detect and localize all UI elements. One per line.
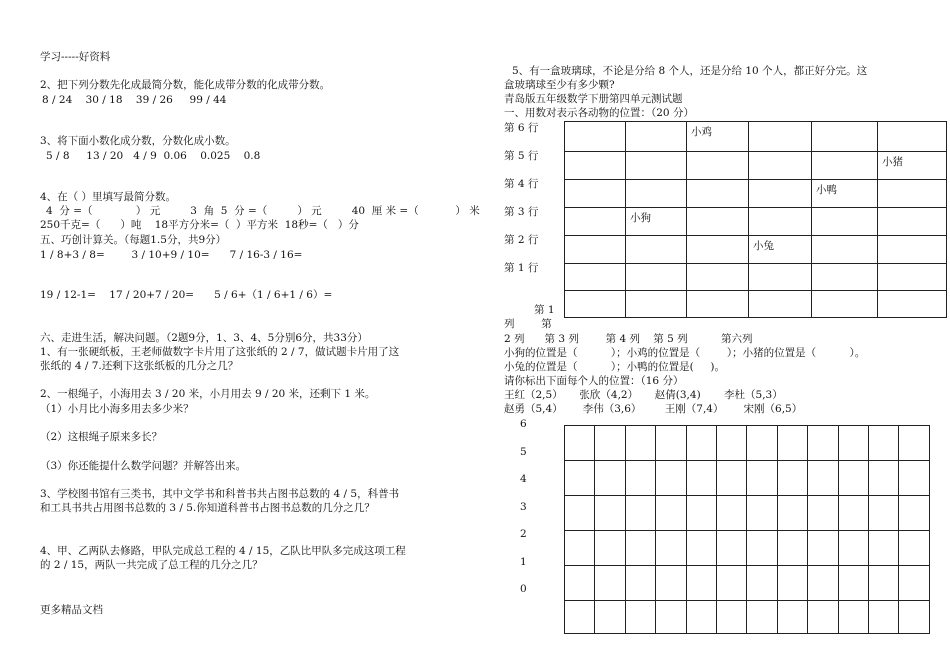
coordinate-grid-cell[interactable] — [869, 566, 899, 601]
page-footer: 更多精品文档 — [40, 604, 103, 616]
q6-p2-1: （1）小月比小海多用去多少米？ — [40, 403, 194, 415]
coordinate-grid-row — [565, 566, 930, 601]
animal-grid-cell — [878, 291, 947, 318]
coordinate-grid-cell[interactable] — [686, 426, 716, 461]
animal-grid-cell — [812, 208, 878, 236]
animal-grid-cell — [878, 208, 947, 236]
coordinate-grid-cell[interactable] — [565, 566, 595, 601]
coordinate-grid-cell[interactable] — [747, 601, 777, 634]
coordinate-grid-cell[interactable] — [838, 426, 868, 461]
col-label-a: 第 1 — [534, 304, 555, 316]
coordinate-grid-cell[interactable] — [869, 601, 899, 634]
coordinate-grid-cell[interactable] — [747, 566, 777, 601]
q6-p3b: 和工具书共占用图书总数的 3 / 5.你知道科普书占图书总数的几分之几？ — [40, 502, 375, 514]
coordinate-grid-cell[interactable] — [899, 426, 930, 461]
blank-line-1: 小狗的位置是（ ）；小鸡的位置是（ ）；小猪的位置是（ ）。 — [504, 347, 866, 359]
coordinate-grid-cell[interactable] — [899, 566, 930, 601]
coordinate-grid-cell[interactable] — [595, 601, 625, 634]
animal-grid-cell — [687, 152, 749, 180]
row-label-3: 第 3 行 — [504, 206, 539, 218]
section-2-title: 请你标出下面每个人的位置：（16 分） — [504, 375, 684, 387]
animal-grid-cell — [749, 122, 812, 152]
q5-line1: 1 / 8+3 / 8= 3 / 10+9 / 10= 7 / 16-3 / 16= — [40, 249, 303, 261]
coordinate-grid-cell[interactable] — [838, 496, 868, 531]
axis-label-6: 6 — [520, 418, 527, 430]
coordinate-grid-cell[interactable] — [595, 461, 625, 496]
coordinate-grid-cell[interactable] — [686, 531, 716, 566]
animal-grid-cell — [687, 122, 749, 152]
animal-grid-cell — [565, 208, 626, 236]
coordinate-grid-cell[interactable] — [717, 601, 747, 634]
animal-grid-row — [565, 208, 947, 236]
q6-p1b: 张纸的 4 / 7.还剩下这张纸板的几分之几？ — [40, 360, 239, 372]
q6-title: 六、走进生活，解决问题。（2题9分，1、3、4、5分别6分，共33分） — [40, 332, 368, 344]
q5-right-b: 盒玻璃球至少有多少颗? — [504, 79, 615, 91]
coordinate-grid-cell[interactable] — [899, 601, 930, 634]
axis-label-4: 4 — [520, 473, 527, 485]
q6-p2: 2、一根绳子，小海用去 3 / 20 米，小月用去 9 / 20 米，还剩下 1 米。 — [40, 388, 376, 400]
animal-grid-cell — [565, 291, 626, 318]
coordinate-grid-cell[interactable] — [625, 461, 655, 496]
q6-p1a: 1、有一张硬纸板，王老师做数字卡片用了这张纸的 2 / 7，做试题卡片用了这 — [40, 346, 400, 358]
row-label-2: 第 2 行 — [504, 234, 539, 246]
animal-grid-cell — [626, 180, 687, 208]
coordinate-grid-cell[interactable] — [869, 496, 899, 531]
coordinate-grid-cell[interactable] — [625, 601, 655, 634]
animal-grid-cell — [687, 208, 749, 236]
coordinate-grid-cell[interactable] — [777, 426, 807, 461]
animal-grid-cell — [749, 208, 812, 236]
axis-label-1: 1 — [520, 556, 527, 568]
coordinate-grid-cell[interactable] — [869, 531, 899, 566]
coordinate-grid-cell[interactable] — [717, 531, 747, 566]
axis-label-0: 0 — [520, 583, 527, 595]
coordinate-grid-cell[interactable] — [838, 531, 868, 566]
q4-line1: 4 分 =（ ） 元 3 角 5 分 =（ ） 元 40 厘 米 =（ ） 米 — [46, 205, 480, 217]
coordinate-grid-row — [565, 461, 930, 496]
coordinate-grid-cell[interactable] — [625, 426, 655, 461]
animal-grid-cell — [812, 180, 878, 208]
animal-grid-cell — [749, 152, 812, 180]
animal-label: 小猪 — [882, 156, 903, 168]
coordinate-grid-cell[interactable] — [625, 566, 655, 601]
animal-grid-cell — [565, 152, 626, 180]
coordinate-grid-cell[interactable] — [565, 601, 595, 634]
col-label-b: 列 第 — [504, 318, 552, 330]
animal-grid-cell — [687, 180, 749, 208]
animal-label: 小兔 — [753, 240, 774, 252]
q5-title: 五、巧创计算关。（每题1.5分，共9分） — [40, 234, 227, 246]
q5-right-a: 5、有一盒玻璃球，不论是分给 8 个人，还是分给 10 个人，都正好分完。这 — [512, 65, 868, 77]
coordinate-grid-row — [565, 531, 930, 566]
axis-label-5: 5 — [520, 446, 527, 458]
animal-grid-cell — [878, 236, 947, 264]
animal-grid-cell — [687, 236, 749, 264]
col-label-c: 2 列 第 3 列 第 4 列 第 5 列 第六列 — [504, 333, 753, 345]
coordinate-grid-cell[interactable] — [565, 531, 595, 566]
coordinate-grid-cell[interactable] — [808, 496, 838, 531]
coordinate-grid-cell[interactable] — [838, 566, 868, 601]
q6-p4a: 4、甲、乙两队去修路，甲队完成总工程的 4 / 15，乙队比甲队多完成这项工程 — [40, 545, 406, 557]
coordinate-grid-cell[interactable] — [777, 566, 807, 601]
coordinate-grid-cell[interactable] — [595, 531, 625, 566]
axis-label-2: 2 — [520, 528, 527, 540]
q2-items: 8 / 24 30 / 18 39 / 26 99 / 44 — [42, 94, 227, 106]
animal-grid-cell — [687, 291, 749, 318]
animal-grid-cell — [626, 264, 687, 291]
animal-grid-cell — [565, 180, 626, 208]
animal-grid-cell — [812, 122, 878, 152]
coordinate-grid-cell[interactable] — [686, 566, 716, 601]
coordinate-grid-cell[interactable] — [717, 566, 747, 601]
q6-p3a: 3、学校图书馆有三类书，其中文学书和科普书共占图书总数的 4 / 5，科普书 — [40, 488, 400, 500]
coordinate-grid-cell[interactable] — [838, 601, 868, 634]
coordinate-grid-cell[interactable] — [777, 461, 807, 496]
q6-p2-3: （3）你还能提什么数学问题？并解答出来。 — [40, 460, 247, 472]
coordinate-grid-cell[interactable] — [899, 496, 930, 531]
coordinate-grid-cell[interactable] — [838, 461, 868, 496]
q6-p4b: 的 2 / 15，两队一共完成了总工程的几分之几？ — [40, 559, 263, 571]
animal-grid-row — [565, 291, 947, 318]
coordinate-grid-cell[interactable] — [565, 461, 595, 496]
animal-grid-cell — [565, 236, 626, 264]
coordinate-grid-cell[interactable] — [869, 461, 899, 496]
animal-label: 小鸭 — [816, 184, 837, 196]
coordinate-grid-cell[interactable] — [808, 426, 838, 461]
coordinate-grid-cell[interactable] — [717, 496, 747, 531]
row-label-6: 第 6 行 — [504, 122, 539, 134]
coordinate-grid-cell[interactable] — [808, 601, 838, 634]
animal-grid-cell — [878, 122, 947, 152]
coordinate-grid-cell[interactable] — [777, 496, 807, 531]
coordinate-grid-cell[interactable] — [777, 531, 807, 566]
q6-p2-2: （2）这根绳子原来多长？ — [40, 431, 163, 443]
blank-line-2: 小兔的位置是（ ）；小鸭的位置是( )。 — [504, 361, 726, 373]
coordinate-grid-cell[interactable] — [747, 496, 777, 531]
coordinate-grid-cell[interactable] — [899, 531, 930, 566]
animal-grid-cell — [812, 236, 878, 264]
page-header: 学习-----好资料 — [40, 51, 111, 63]
coordinate-grid-cell[interactable] — [777, 601, 807, 634]
q3-title: 3、将下面小数化成分数，分数化成小数。 — [40, 135, 236, 147]
coordinate-grid-row — [565, 426, 930, 461]
coordinate-grid-cell[interactable] — [686, 601, 716, 634]
coordinate-grid — [564, 425, 930, 634]
coordinate-grid-cell[interactable] — [625, 496, 655, 531]
animal-grid-cell — [749, 264, 812, 291]
coordinate-grid-cell[interactable] — [656, 461, 686, 496]
animal-label: 小鸡 — [691, 126, 712, 138]
axis-label-3: 3 — [520, 501, 527, 513]
coordinate-grid-cell[interactable] — [565, 426, 595, 461]
coordinate-grid-cell[interactable] — [625, 531, 655, 566]
q5-line2: 19 / 12-1= 17 / 20+7 / 20= 5 / 6+（1 / 6+1 / 6）= — [40, 289, 333, 301]
animal-grid-cell — [565, 122, 626, 152]
animal-grid-cell — [626, 236, 687, 264]
animal-grid-cell — [626, 208, 687, 236]
animal-grid-cell — [878, 180, 947, 208]
q2-title: 2、把下列分数先化成最简分数，能化成带分数的化成带分数。 — [40, 79, 331, 91]
coordinate-grid-row — [565, 496, 930, 531]
coordinate-grid-cell[interactable] — [899, 461, 930, 496]
coordinate-grid-cell[interactable] — [808, 461, 838, 496]
animal-grid-cell — [749, 236, 812, 264]
animal-grid-cell — [626, 152, 687, 180]
animal-grid-cell — [749, 180, 812, 208]
coordinate-grid-cell[interactable] — [717, 461, 747, 496]
test-title: 青岛版五年级数学下册第四单元测试题 — [504, 93, 683, 105]
people-line-1: 王红（2,5） 张欣（4,2） 赵倩(3,4) 李杜（5,3） — [504, 389, 783, 401]
coordinate-grid-cell[interactable] — [656, 601, 686, 634]
animal-grid-cell — [626, 122, 687, 152]
animal-position-grid — [564, 121, 947, 318]
coordinate-grid-cell[interactable] — [565, 496, 595, 531]
animal-grid-cell — [812, 291, 878, 318]
coordinate-grid-cell[interactable] — [747, 461, 777, 496]
animal-grid-row — [565, 180, 947, 208]
coordinate-grid-cell[interactable] — [747, 531, 777, 566]
coordinate-grid-cell[interactable] — [595, 496, 625, 531]
animal-grid-row — [565, 152, 947, 180]
coordinate-grid-cell[interactable] — [595, 566, 625, 601]
row-label-1: 第 1 行 — [504, 262, 539, 274]
animal-grid-cell — [878, 152, 947, 180]
coordinate-grid-row — [565, 601, 930, 634]
q4-title: 4、在（ ）里填写最简分数。 — [40, 191, 177, 203]
coordinate-grid-cell[interactable] — [686, 496, 716, 531]
people-line-2: 赵勇（5,4） 李伟（3,6） 王刚（7,4） 宋刚（6,5） — [504, 403, 803, 415]
animal-grid-cell — [878, 264, 947, 291]
row-label-4: 第 4 行 — [504, 178, 539, 190]
coordinate-grid-cell[interactable] — [656, 426, 686, 461]
coordinate-grid-cell[interactable] — [717, 426, 747, 461]
animal-grid-cell — [812, 152, 878, 180]
animal-grid-row — [565, 122, 947, 152]
coordinate-grid-cell[interactable] — [869, 426, 899, 461]
coordinate-grid-cell[interactable] — [686, 461, 716, 496]
animal-grid-row — [565, 236, 947, 264]
q4-line2: 250千克=（ ）吨 18平方分米=（ ）平方米 18秒=（ ）分 — [40, 219, 359, 231]
animal-grid-row — [565, 264, 947, 291]
animal-label: 小狗 — [630, 212, 651, 224]
row-label-5: 第 5 行 — [504, 150, 539, 162]
coordinate-grid-cell[interactable] — [595, 426, 625, 461]
animal-grid-cell — [626, 291, 687, 318]
animal-grid-cell — [565, 264, 626, 291]
animal-grid-cell — [749, 291, 812, 318]
coordinate-grid-cell[interactable] — [656, 566, 686, 601]
coordinate-grid-cell[interactable] — [808, 566, 838, 601]
animal-grid-cell — [687, 264, 749, 291]
q3-items: 5 / 8 13 / 20 4 / 9 0.06 0.025 0.8 — [46, 150, 261, 162]
coordinate-grid-cell[interactable] — [656, 531, 686, 566]
section-1-title: 一、用数对表示各动物的位置：（20 分） — [504, 107, 694, 119]
coordinate-grid-cell[interactable] — [656, 496, 686, 531]
animal-grid-cell — [812, 264, 878, 291]
coordinate-grid-cell[interactable] — [808, 531, 838, 566]
coordinate-grid-cell[interactable] — [747, 426, 777, 461]
